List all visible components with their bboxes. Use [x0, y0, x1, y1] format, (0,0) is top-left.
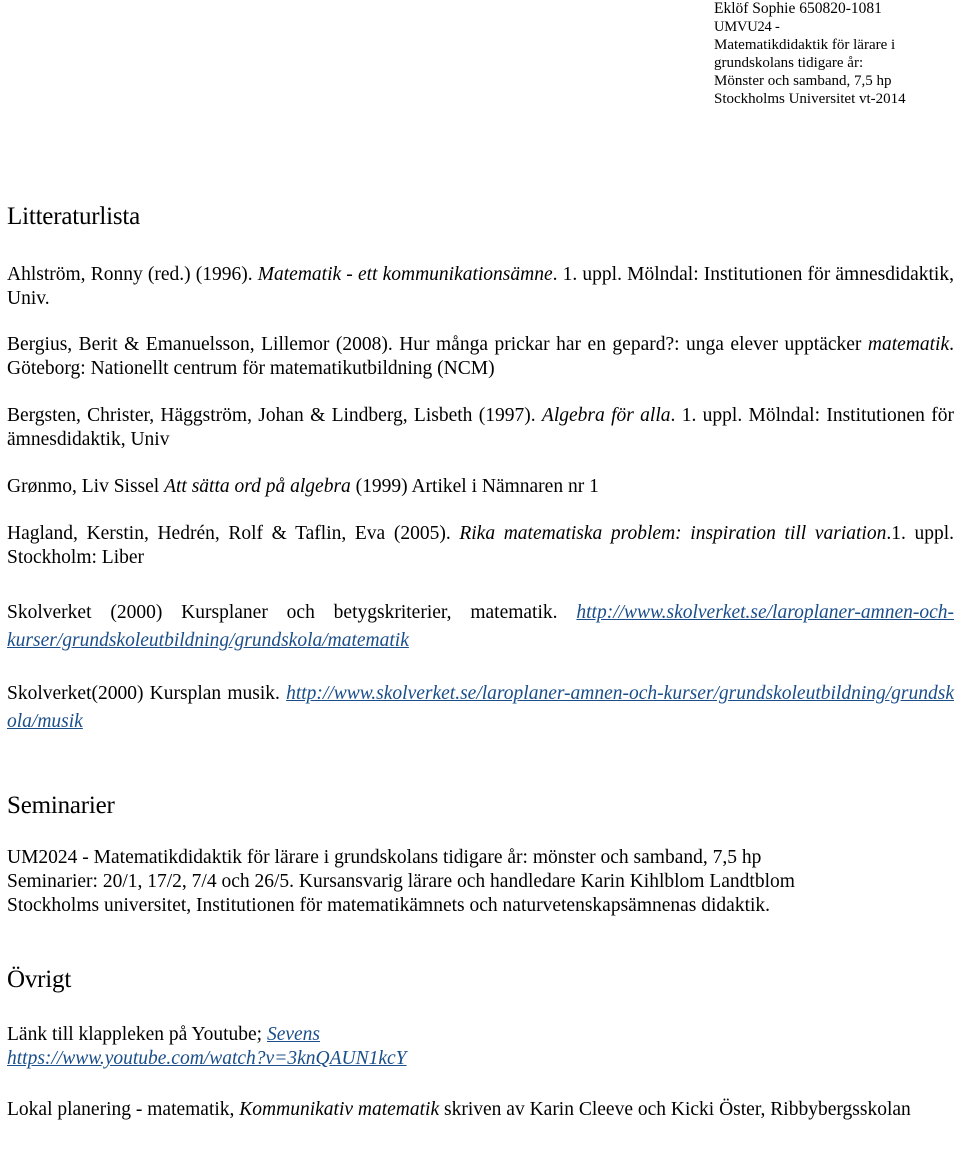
- seminar-course-line: UM2024 - Matematikdidaktik för lärare i grundskolans tidigare år: mönster och samband, 7,5 hp: [7, 847, 762, 868]
- planning-label: Lokal planering - matematik,: [7, 1099, 240, 1120]
- seminar-department-line: Stockholms universitet, Institutionen för matematikämnets och naturvetenskapsämnenas didaktik.: [7, 895, 771, 916]
- reference-ahlstrom: [7, 263, 954, 311]
- course-title-line-2: grundskolans tidigare år:: [714, 55, 864, 71]
- reference-skolverket-matematik: [7, 599, 954, 655]
- youtube-name-link[interactable]: Sevens: [266, 1024, 321, 1045]
- youtube-url-link[interactable]: https://www.youtube.com/watch?v=3knQAUN1kcY: [7, 1048, 407, 1069]
- planning-details: skriven av Karin Cleeve och Kicki Öster, Ribbybergsskolan: [439, 1099, 911, 1120]
- course-title-line-1: Matematikdidaktik för lärare i: [714, 37, 896, 53]
- reference-author: Bergsten, Christer, Häggström, Johan & Lindberg, Lisbeth (1997).: [7, 405, 542, 426]
- seminar-dates-line: Seminarier: 20/1, 17/2, 7/4 och 26/5. Kursansvarig lärare och handledare Karin Kihlblom Landtblom: [7, 871, 795, 892]
- reference-details: (1999) Artikel i Nämnaren nr 1: [350, 476, 599, 497]
- reference-title: matematik: [867, 334, 950, 355]
- reference-details: . Göteborg: Nationellt centrum för matematikutbildning (NCM): [7, 334, 954, 379]
- reference-author: Bergius, Berit & Emanuelsson, Lillemor (2008). Hur många prickar har en gepard?: unga elever upptäcker: [7, 334, 868, 355]
- reference-hagland: [7, 522, 954, 570]
- local-planning-reference: [7, 1098, 954, 1122]
- reference-skolverket-musik: [7, 680, 954, 736]
- reference-title: Rika matematiska problem: inspiration till variation: [459, 523, 887, 544]
- document-header: [714, 0, 954, 108]
- reference-author: Skolverket (2000) Kursplaner och betygskriterier, matematik.: [7, 602, 577, 623]
- reference-bergsten: [7, 404, 954, 452]
- course-code: UMVU24 -: [714, 19, 780, 35]
- seminar-info: [7, 846, 954, 918]
- reference-bergius: [7, 333, 954, 381]
- reference-title: Algebra för alla: [541, 405, 671, 426]
- reference-author: Grønmo, Liv Sissel: [7, 476, 165, 497]
- reference-author: Hagland, Kerstin, Hedrén, Rolf & Taflin, Eva (2005).: [7, 523, 460, 544]
- reference-gronmo: [7, 475, 954, 499]
- planning-title: Kommunikativ matematik: [239, 1099, 440, 1120]
- other-heading: Övrigt: [7, 966, 72, 993]
- reference-details: . 1. uppl. Mölndal: Institutionen för ämnesdidaktik, Univ: [7, 405, 954, 450]
- youtube-label: Länk till klappleken på Youtube;: [7, 1024, 267, 1045]
- reference-details: . 1. uppl. Mölndal: Institutionen för ämnesdidaktik, Univ.: [7, 264, 954, 309]
- seminars-heading: Seminarier: [7, 792, 115, 819]
- reference-title: Matematik - ett kommunikationsämne: [257, 264, 553, 285]
- student-name: Eklöf Sophie 650820-1081: [714, 0, 882, 17]
- skolverket-matematik-link[interactable]: http://www.skolverket.se/laroplaner-amnen-och-kurser/grundskoleutbildning/grundskola/matematik: [7, 602, 954, 651]
- literature-heading: Litteraturlista: [7, 203, 141, 230]
- course-title-line-3: Mönster och samband, 7,5 hp: [714, 73, 892, 89]
- reference-details: .1. uppl. Stockholm: Liber: [7, 523, 955, 568]
- university-term: Stockholms Universitet vt-2014: [714, 91, 906, 107]
- skolverket-musik-link[interactable]: http://www.skolverket.se/laroplaner-amnen-och-kurser/grundskoleutbildning/grundskola/musik: [7, 683, 954, 732]
- youtube-reference: [7, 1023, 954, 1071]
- reference-author: Skolverket(2000) Kursplan musik.: [7, 683, 287, 704]
- reference-title: Att sätta ord på algebra: [164, 476, 351, 497]
- reference-author: Ahlström, Ronny (red.) (1996).: [7, 264, 258, 285]
